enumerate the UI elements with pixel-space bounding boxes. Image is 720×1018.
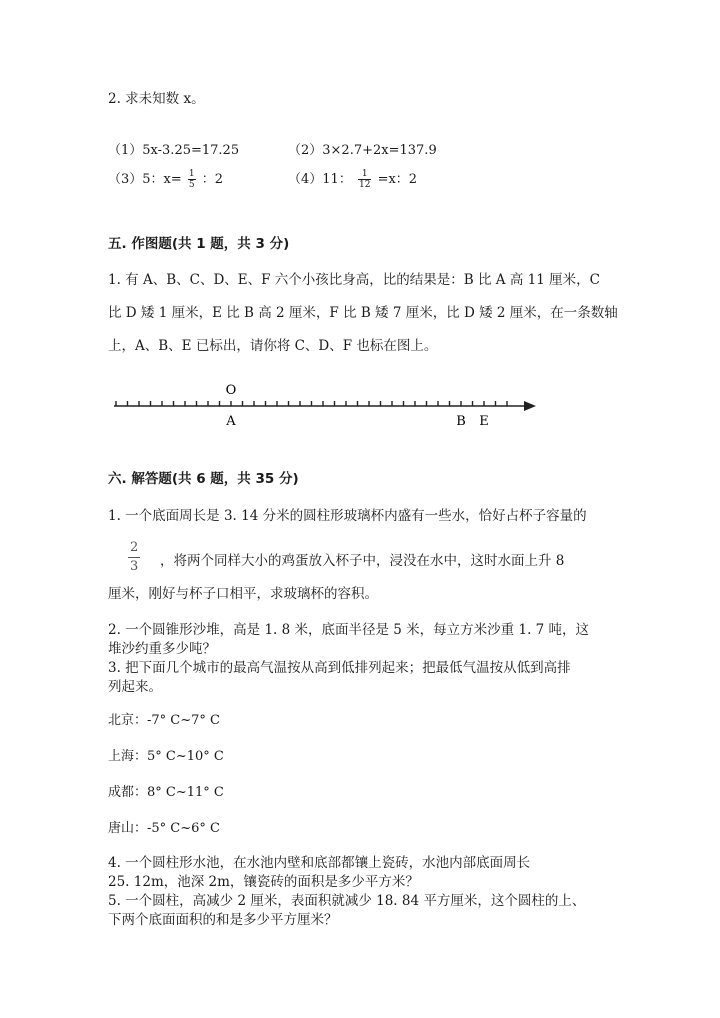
q2-eq3-numerator: 1 bbox=[188, 169, 195, 179]
section6-q4-line1: 4. 一个圆柱形水池，在水池内壁和底部都镶上瓷砖，水池内部底面周长 bbox=[108, 855, 531, 871]
section6-q1-fraction bbox=[128, 540, 140, 576]
q2-equation-3 bbox=[108, 168, 223, 190]
q2-title: 2. 求未知数 x。 bbox=[108, 91, 205, 107]
section6-q1-fraction-numerator: 2 bbox=[128, 540, 140, 558]
number-line-label-e: E bbox=[479, 414, 489, 429]
section6-q5-line1: 5. 一个圆柱，高减少 2 厘米，表面积就减少 18. 84 平方厘米，这个圆柱的上、 bbox=[108, 893, 586, 909]
q2-equation-2: （2）3×2.7+2x=137.9 bbox=[288, 143, 437, 158]
section6-q3-line2: 列起来。 bbox=[108, 679, 162, 695]
section5-q1-line3: 上，A、B、E 已标出，请你将 C、D、F 也标在图上。 bbox=[108, 338, 438, 354]
number-line-point-labels bbox=[225, 414, 488, 429]
section6-heading: 六. 解答题(共 6 题，共 35 分) bbox=[108, 471, 299, 487]
q2-eq4-numerator: 1 bbox=[358, 169, 371, 180]
q2-eq4-prefix: （4）11： bbox=[288, 172, 352, 187]
q2-equation-4 bbox=[288, 168, 417, 190]
q2-eq4-suffix: =x：2 bbox=[377, 172, 418, 187]
number-line-origin-label: O bbox=[225, 383, 237, 398]
section6-q1-line1: 1. 一个底面周长是 3. 14 分米的圆柱形玻璃杯内盛有一些水，恰好占杯子容量的 bbox=[108, 508, 587, 524]
q2-eq3-fraction bbox=[188, 169, 196, 190]
section6-q4-line2: 25. 12m，池深 2m，镶瓷砖的面积是多少平方米？ bbox=[108, 874, 419, 890]
section6-q5-line2: 下两个底面面积的和是多少平方厘米？ bbox=[108, 912, 338, 928]
city-shanghai: 上海：5° C~10° C bbox=[108, 749, 224, 764]
q2-eq3-prefix: （3）5：x= bbox=[108, 172, 182, 187]
city-chengdu: 成都：8° C~11° C bbox=[108, 785, 224, 800]
number-line-label-a: A bbox=[226, 414, 236, 429]
number-line bbox=[100, 380, 550, 432]
city-tangshan: 唐山：-5° C~6° C bbox=[108, 821, 220, 836]
section6-q2-line1: 2. 一个圆锥形沙堆，高是 1. 8 米，底面半径是 5 米，每立方米沙重 1. 7 吨，这 bbox=[108, 622, 590, 638]
section5-q1-line1: 1. 有 A、B、C、D、E、F 六个小孩比身高，比的结果是：B 比 A 高 11 厘米，C bbox=[108, 272, 600, 288]
q2-eq3-denominator: 5 bbox=[188, 180, 195, 190]
section6-q1-fraction-denominator: 3 bbox=[130, 559, 139, 574]
section6-q3-line1: 3. 把下面几个城市的最高气温按从高到低排列起来；把最低气温按从低到高排 bbox=[108, 660, 571, 676]
number-line-label-b: B bbox=[456, 414, 466, 429]
q2-equation-1: （1）5x-3.25=17.25 bbox=[108, 143, 240, 158]
q2-eq3-suffix: ：2 bbox=[201, 172, 224, 187]
number-line-arrow bbox=[524, 401, 536, 411]
section5-heading: 五. 作图题(共 1 题，共 3 分) bbox=[108, 236, 290, 252]
section6-q1-line3: 厘米，刚好与杯子口相平，求玻璃杯的容积。 bbox=[108, 586, 378, 602]
section5-q1-line2: 比 D 矮 1 厘米，E 比 B 高 2 厘米，F 比 B 矮 7 厘米，比 D 矮 2 厘米，在一条数轴 bbox=[108, 305, 618, 321]
q2-eq4-fraction bbox=[358, 169, 371, 190]
section6-q2-line2: 堆沙约重多少吨？ bbox=[108, 641, 216, 657]
section6-q1-line2: ，将两个同样大小的鸡蛋放入杯子中，浸没在水中，这时水面上升 8 bbox=[160, 553, 565, 569]
q2-eq4-denominator: 12 bbox=[358, 180, 371, 190]
city-beijing: 北京：-7° C~7° C bbox=[108, 713, 220, 728]
